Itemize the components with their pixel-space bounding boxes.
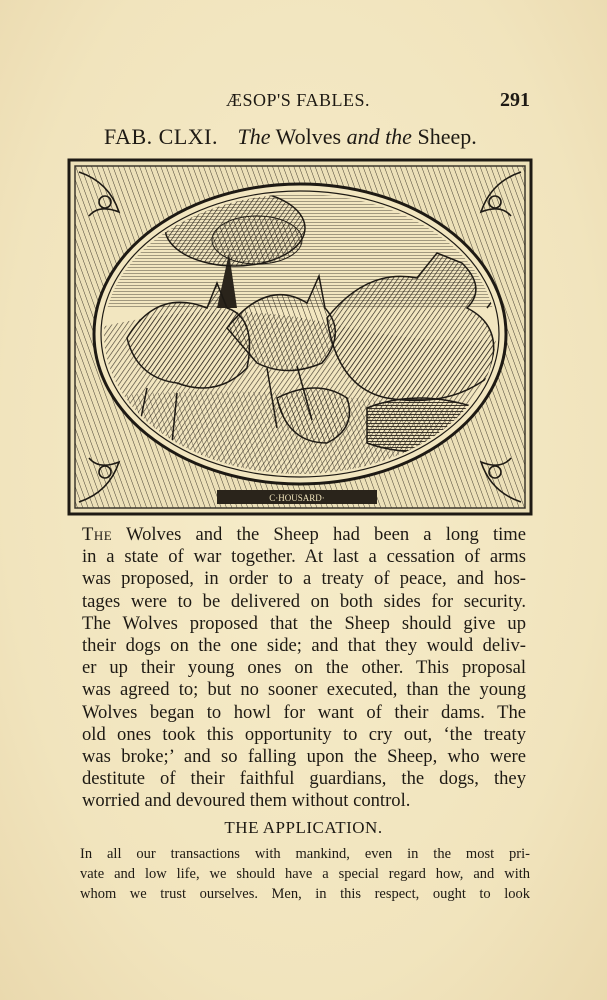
body-line: The Wolves proposed that the Sheep should give up [82, 612, 526, 634]
fable-title [238, 124, 477, 149]
body-line: Wolves began to howl for want of their dams. The [82, 701, 526, 723]
body-line: old ones took this opportunity to cry out, ‘the treaty [82, 723, 526, 745]
page-number: 291 [500, 89, 530, 111]
engraver-mark: C·HOUSARD· [269, 493, 325, 503]
body-line: was agreed to; but no sooner executed, than the young [82, 679, 526, 701]
body-line: The Wolves and the Sheep had been a long time [82, 524, 526, 545]
fable-heading [104, 124, 477, 150]
application-heading: THE APPLICATION. [224, 818, 383, 837]
fable-title-word: Wolves [275, 124, 342, 149]
application-line: whom we trust ourselves. Men, in this respect, ought to look [80, 886, 530, 902]
body-line: tages were to be delivered on both sides for security. [82, 590, 526, 612]
body-line: was proposed, in order to a treaty of peace, and hos- [82, 568, 526, 590]
running-head [0, 90, 607, 114]
body-line: er up their young ones on the other. This proposal [82, 657, 526, 679]
body-line: their dogs on the one side; and that they would deliv- [82, 634, 526, 656]
woodcut-illustration [67, 158, 533, 516]
fable-title-word: and [346, 124, 380, 149]
fable-body [82, 524, 526, 812]
running-title: ÆSOP'S FABLES. [226, 90, 370, 110]
body-line: in a state of war together. At last a cessation of arms [82, 546, 526, 568]
application-text [80, 844, 530, 904]
fable-title-word: Sheep. [417, 124, 477, 149]
application-line: In all our transactions with mankind, even in the most pri- [80, 846, 530, 862]
body-first-word: The [82, 524, 113, 545]
fable-title-word: the [385, 124, 412, 149]
body-line: destitute of their faithful guardians, the dogs, they [82, 768, 526, 790]
body-line: was broke;’ and so falling upon the Sheep, who were [82, 745, 526, 767]
body-line: worried and devoured them without control. [82, 790, 411, 812]
fable-number: FAB. CLXI. [104, 124, 218, 149]
application-line: vate and low life, we should have a special regard how, and with [80, 866, 530, 882]
fable-title-word: The [237, 124, 271, 149]
